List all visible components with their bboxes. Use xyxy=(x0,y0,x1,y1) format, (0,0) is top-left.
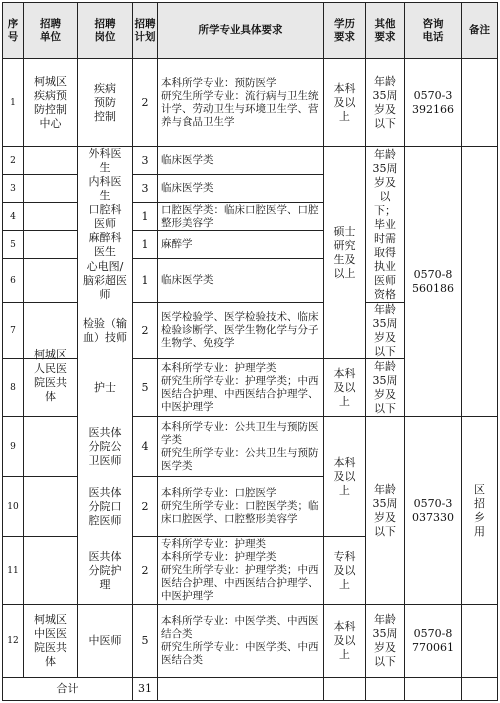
post-name: 医共体分院护理 xyxy=(88,549,122,591)
header-edu: 学历要求 xyxy=(324,3,365,58)
post-name: 心电图/脑彩超医师 xyxy=(83,259,127,301)
row-seq: 5 xyxy=(10,239,16,250)
major-requirement: 麻醉学 xyxy=(161,238,193,250)
other-requirement: 年龄35周岁及以下 xyxy=(372,74,398,130)
plan-count: 3 xyxy=(141,181,149,195)
other-requirement: 年龄35周岁及以下 xyxy=(372,302,398,358)
major-requirement: 临床医学类 xyxy=(161,182,214,194)
post-name: 检验（输血）技师 xyxy=(83,316,127,344)
major-requirement: 临床医学类 xyxy=(161,154,214,166)
row-seq: 12 xyxy=(7,636,19,646)
plan-count: 2 xyxy=(141,323,149,337)
plan-count: 3 xyxy=(141,153,149,167)
plan-count: 1 xyxy=(141,273,149,287)
plan-count: 5 xyxy=(141,634,149,647)
major-requirement: 本科所学专业：预防医学 研究生所学专业：流行病与卫生统计学、劳动卫生与环境卫生学、营养与食品卫生学 xyxy=(161,76,319,128)
other-requirement: 年龄35周岁及以下；毕业时需取得执业医师资格 xyxy=(372,147,398,301)
post-name: 医共体分院公卫医师 xyxy=(88,425,122,467)
post-name: 口腔科医师 xyxy=(88,202,122,230)
row-seq: 2 xyxy=(10,155,16,166)
row-seq: 6 xyxy=(10,275,16,286)
post-name: 医共体分院口腔医师 xyxy=(88,485,122,527)
remark-note: 区招乡用 xyxy=(474,482,485,538)
other-requirement: 年龄35周岁及以下 xyxy=(372,482,398,538)
unit-cdc: 柯城区疾病预防控制中心 xyxy=(34,74,67,130)
header-remark: 备注 xyxy=(462,3,497,58)
total-value: 31 xyxy=(138,682,152,695)
other-requirement: 年龄35周岁及以下 xyxy=(372,359,398,415)
post-name: 内科医生 xyxy=(88,174,122,202)
post-name: 麻醉科医生 xyxy=(88,230,122,258)
header-post: 招聘岗位 xyxy=(78,3,132,58)
major-requirement: 本科所学专业：口腔医学 研究生所学专业：口腔医学类；临床口腔医学、口腔整形美容学 xyxy=(161,487,319,525)
edu-requirement: 本科及以上 xyxy=(333,81,356,123)
edu-requirement: 本科及以上 xyxy=(333,620,356,661)
major-requirement: 本科所学专业：公共卫生与预防医学类 研究生所学专业：公共卫生与预防医学类 xyxy=(161,420,319,472)
edu-requirement: 硕士研究生及以上 xyxy=(333,224,356,280)
total-label: 合计 xyxy=(56,682,79,695)
unit-tcm-hospital: 柯城区中医医院医共体 xyxy=(34,613,67,668)
header-seq: 序号 xyxy=(3,3,23,58)
edu-requirement: 本科及以上 xyxy=(333,455,356,497)
plan-count: 2 xyxy=(141,563,149,577)
row-seq: 11 xyxy=(7,565,19,576)
unit-people-hospital: 柯城区人民医院医共体 xyxy=(34,347,67,403)
row-seq: 10 xyxy=(7,501,19,512)
major-requirement: 专科所学专业：护理类 本科所学专业：护理学类 研究生所学专业：护理学类；中西医结合护理、中西医结合护理学、中医护理学 xyxy=(161,538,319,602)
post-name: 中医师 xyxy=(88,634,122,647)
edu-requirement: 本科及以上 xyxy=(333,366,356,408)
plan-count: 1 xyxy=(141,209,149,223)
plan-count: 5 xyxy=(141,380,149,394)
plan-count: 2 xyxy=(141,95,149,109)
post-name: 外科医生 xyxy=(88,146,122,174)
plan-count: 2 xyxy=(141,499,149,513)
major-requirement: 本科所学专业：中医学类、中西医结合类 研究生所学专业：中医学类、中西医结合类 xyxy=(161,615,319,666)
edu-requirement: 专科及以上 xyxy=(333,549,356,591)
row-seq: 8 xyxy=(10,382,16,393)
row-seq: 3 xyxy=(10,183,16,194)
major-requirement: 临床医学类 xyxy=(161,274,214,286)
phone-number: 0570-8770061 xyxy=(412,627,454,654)
plan-count: 4 xyxy=(141,439,149,453)
post-name: 护士 xyxy=(94,380,116,394)
phone-number: 0570-8560186 xyxy=(412,267,454,295)
major-requirement: 医学检验学、医学检验技术、临床检验诊断学、医学生物化学与分子生物学、免疫学 xyxy=(161,311,319,349)
major-requirement: 口腔医学类：临床口腔医学、口腔整形美容学 xyxy=(161,203,319,229)
phone-number: 0570-3392166 xyxy=(412,88,454,116)
row-seq: 9 xyxy=(10,441,16,452)
other-requirement: 年龄35周岁及以下 xyxy=(372,613,398,668)
plan-count: 1 xyxy=(141,237,149,251)
post-name: 疾病预防控制 xyxy=(94,81,116,123)
row-seq: 1 xyxy=(10,97,16,108)
row-seq: 4 xyxy=(10,211,16,222)
header-unit: 招聘单位 xyxy=(24,3,77,58)
header-plan: 招聘计划 xyxy=(133,3,157,58)
phone-number: 0570-3037330 xyxy=(412,496,454,524)
header-other: 其他要求 xyxy=(366,3,404,58)
header-phone: 咨询电话 xyxy=(405,3,461,58)
header-major: 所学专业具体要求 xyxy=(158,3,323,58)
row-seq: 7 xyxy=(10,325,16,336)
major-requirement: 本科所学专业：护理学类 研究生所学专业：护理学类；中西医结合护理、中西医结合护理学、中医护理学 xyxy=(161,361,319,413)
